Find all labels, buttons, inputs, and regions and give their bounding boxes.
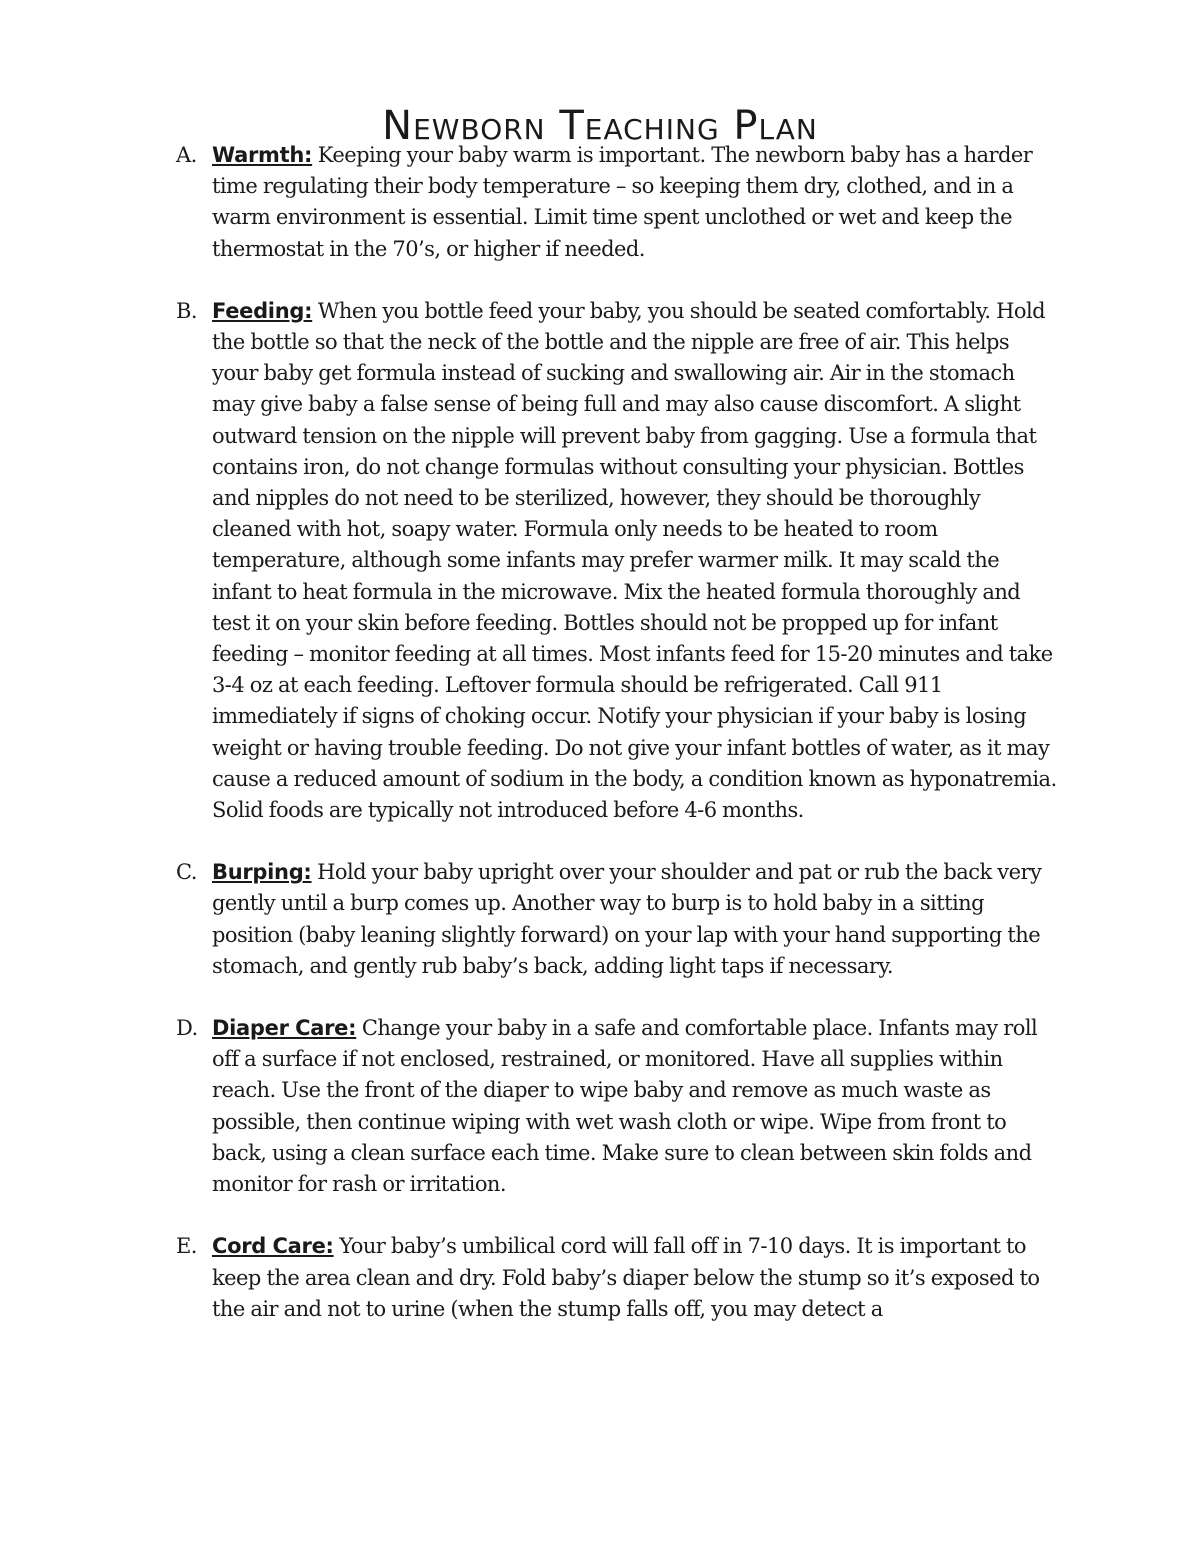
section-feeding — [0, 296, 1200, 826]
section-marker: B. — [176, 298, 198, 323]
section-marker: E. — [176, 1234, 197, 1259]
section-body: Change your baby in a safe and comfortable place. Infants may roll off a surface if not enclosed, restrained, or monitored. Have all supplies within reach. Use the front of the diaper to wipe baby and remove as much waste as possible, then continue wiping with wet wash cloth or wipe. Wipe from front to back, using a clean surface each time. Make sure to clean between skin folds and monitor for rash or irritation. — [212, 1016, 1038, 1197]
section-marker: D. — [176, 1016, 198, 1041]
section-heading: Burping: — [212, 860, 312, 885]
section-list — [0, 140, 1200, 1356]
section-cord-care — [0, 1231, 1200, 1325]
section-heading: Cord Care: — [212, 1234, 334, 1259]
section-burping — [0, 857, 1200, 982]
page-title-text: Newborn Teaching Plan — [382, 102, 818, 149]
section-heading: Diaper Care: — [212, 1016, 357, 1041]
section-body: Hold your baby upright over your shoulder and pat or rub the back very gently until a burp comes up. Another way to burp is to hold baby in a sitting position (baby leaning slightly forward) on your lap with your hand supporting the stomach, and gently rub baby’s back, adding light taps if necessary. — [212, 860, 1042, 978]
section-diaper-care — [0, 1013, 1200, 1200]
section-body: Your baby’s umbilical cord will fall off in 7-10 days. It is important to keep the area clean and dry. Fold baby’s diaper below the stump so it’s exposed to the air and not to urine (when the stump falls off, you may detect a — [212, 1234, 1040, 1321]
section-heading: Feeding: — [212, 298, 313, 323]
section-marker: C. — [176, 860, 197, 885]
section-heading: Warmth: — [212, 143, 313, 167]
section-marker: A. — [176, 143, 197, 167]
section-warmth — [0, 140, 1200, 265]
section-body: When you bottle feed your baby, you should be seated comfortably. Hold the bottle so that the neck of the bottle and the nipple are free of air. This helps your baby get formula instead of sucking and swallowing air. Air in the stomach may give baby a false sense of being full and may also cause discomfort. A slight outward tension on the nipple will prevent baby from gagging. Use a formula that contains iron, do not change formulas without consulting your physician. Bottles and nipples do not need to be sterilized, however, they should be thoroughly cleaned with hot, soapy water. Formula only needs to be heated to room temperature, although some infants may prefer warmer milk. It may scald the infant to heat formula in the microwave. Mix the heated formula thoroughly and test it on your skin before feeding. Bottles should not be propped up for infant feeding – monitor feeding at all times. Most infants feed for 15-20 minutes and take 3-4 oz at each feeding. Leftover formula should be refrigerated. Call 911 immediately if signs of choking occur. Notify your physician if your baby is losing weight or having trouble feeding. Do not give your infant bottles of water, as it may cause a reduced amount of sodium in the body, a condition known as hyponatremia. Solid foods are typically not introduced before 4-6 months. — [212, 298, 1057, 823]
section-body: Keeping your baby warm is important. The newborn baby has a harder time regulating their body temperature – so keeping them dry, clothed, and in a warm environment is essential. Limit time spent unclothed or wet and keep the thermostat in the 70’s, or higher if needed. — [212, 143, 1033, 261]
